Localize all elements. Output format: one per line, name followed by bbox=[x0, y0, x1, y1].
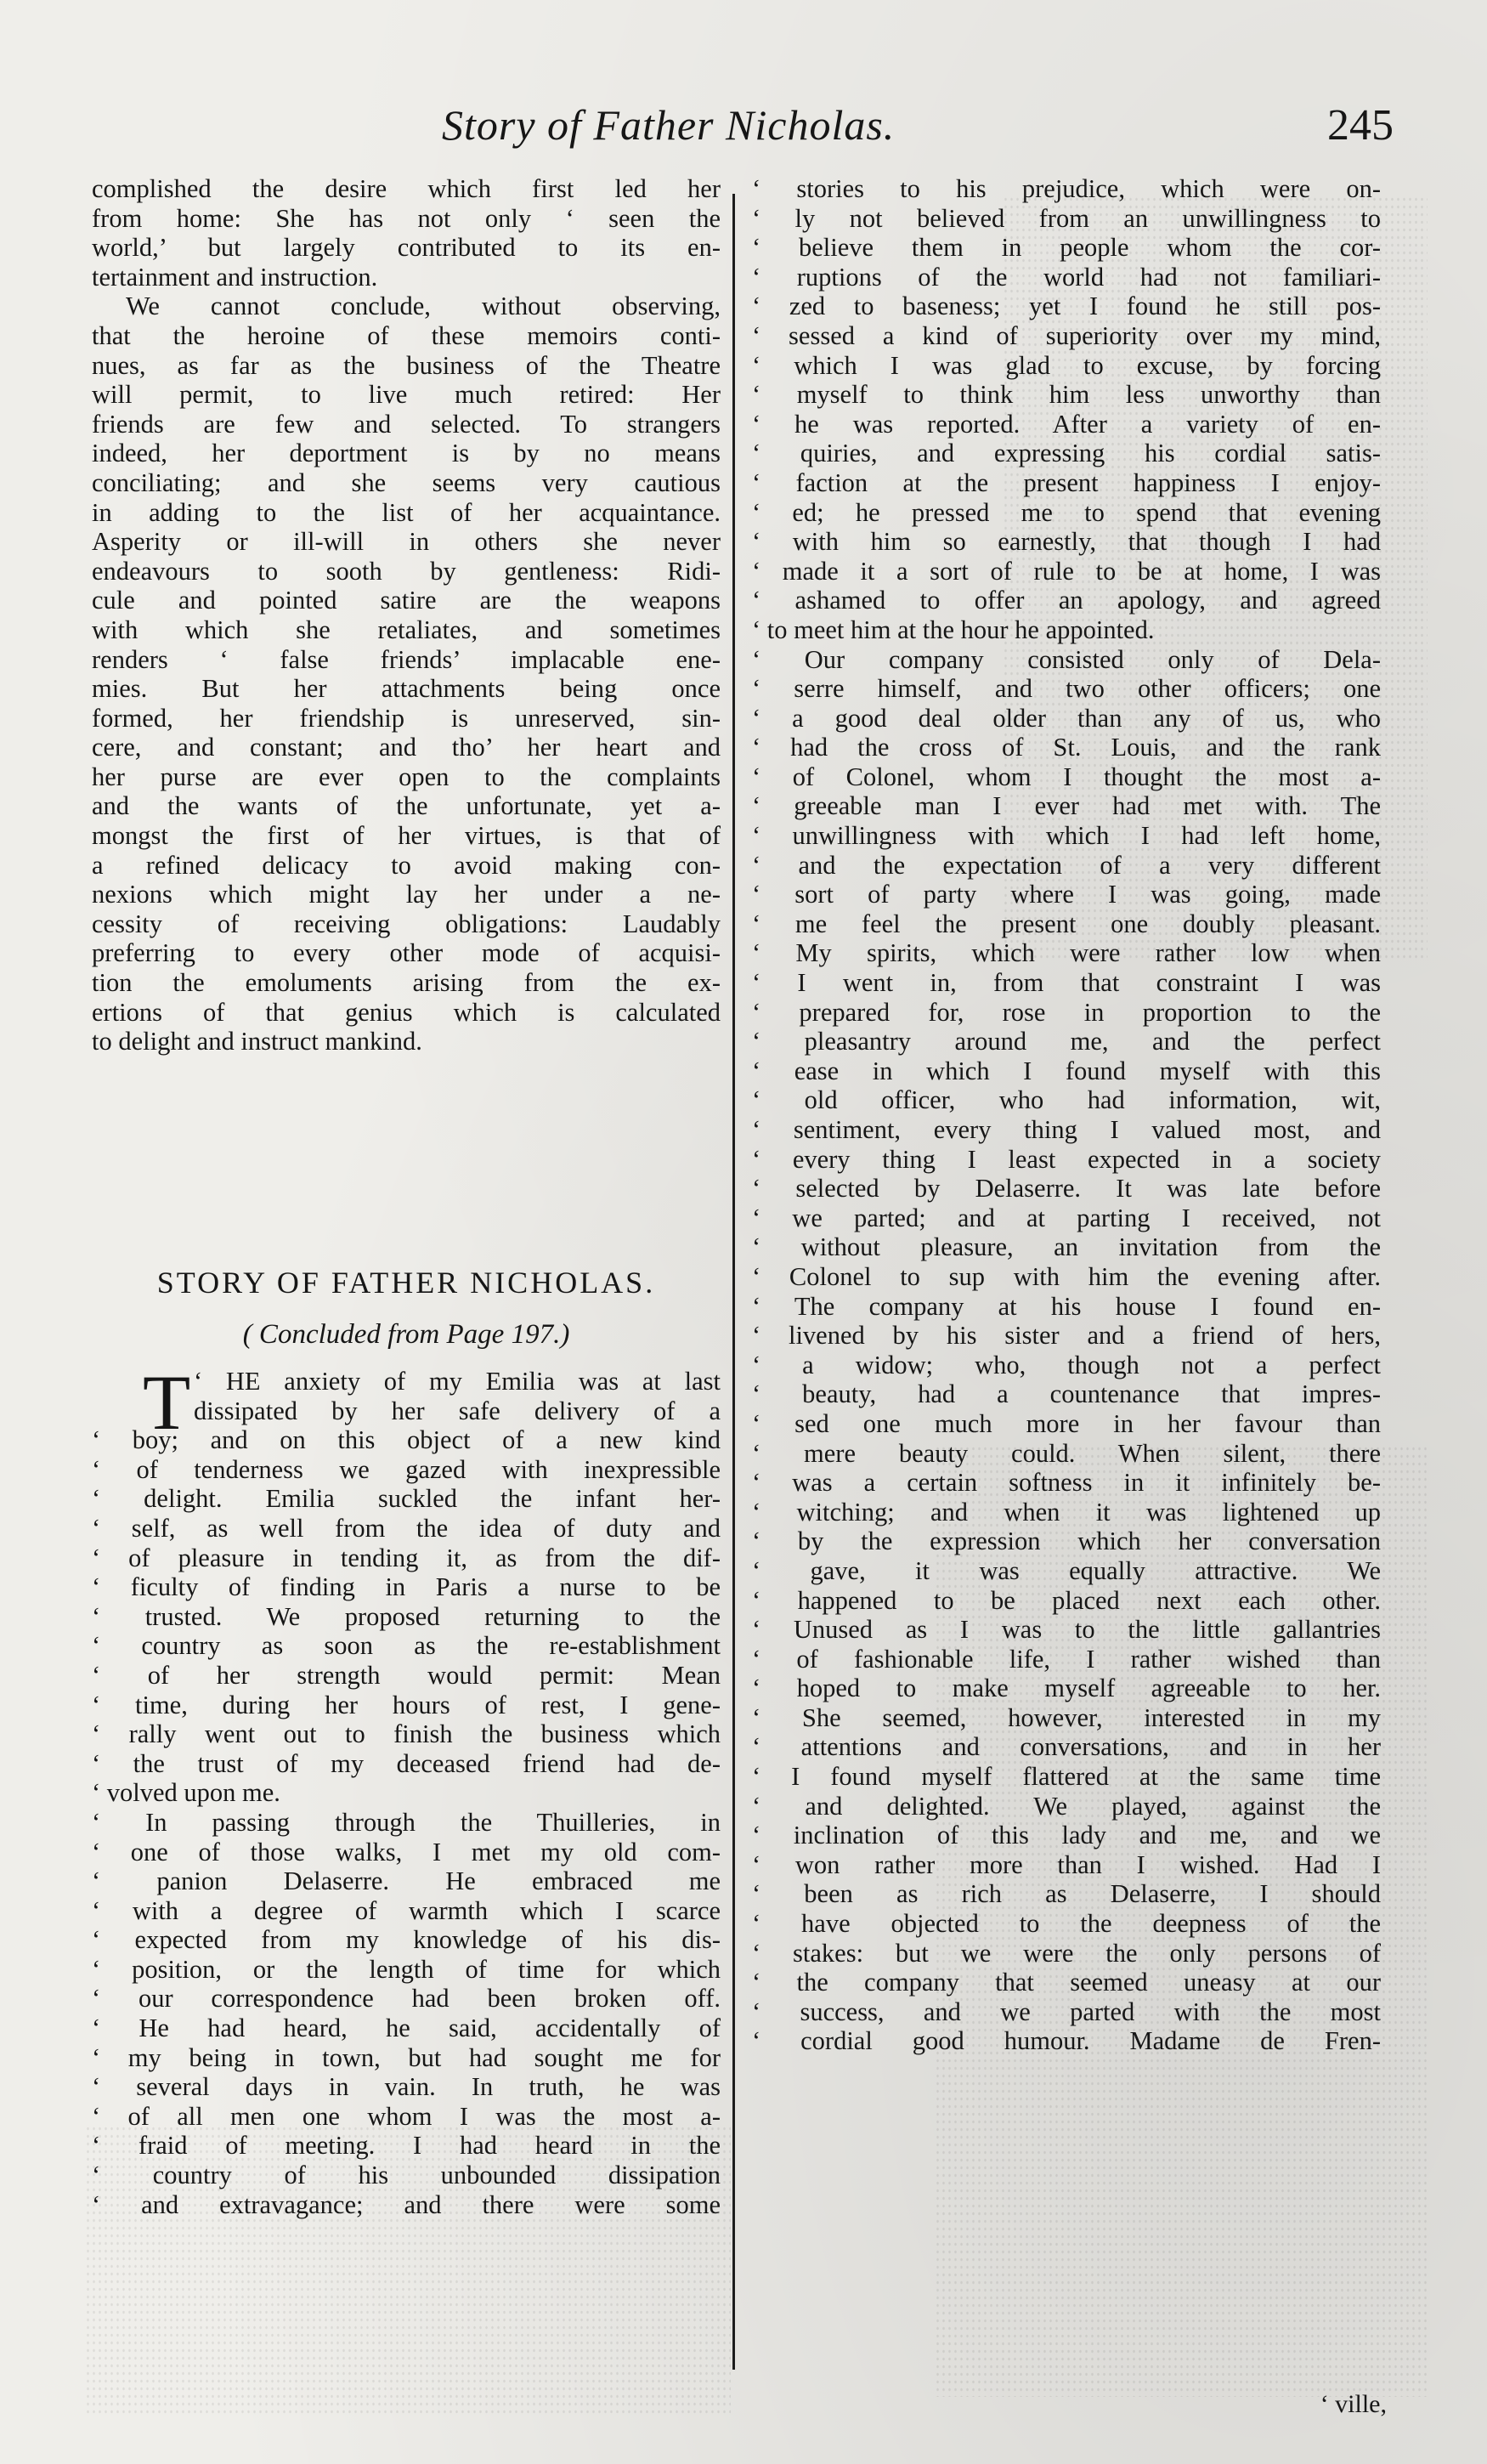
text-line: renders ‘ false friends’ implacable ene- bbox=[92, 644, 721, 674]
text-line: ‘ faction at the present happiness I enjoy- bbox=[752, 467, 1381, 497]
text-line: ‘ of all men one whom I was the most a- bbox=[92, 2101, 721, 2131]
text-line: ‘ and extravagance; and there were some bbox=[92, 2189, 721, 2219]
text-line: to delight and instruct mankind. bbox=[92, 1027, 422, 1056]
text-line: ‘ selected by Delaserre. It was late before bbox=[752, 1174, 1381, 1204]
text-line: ‘ ly not believed from an unwillingness to bbox=[752, 203, 1381, 233]
text-line: ‘ stakes: but we were the only persons of bbox=[752, 1938, 1381, 1968]
text-line: ‘ hoped to make myself agreeable to her. bbox=[752, 1674, 1381, 1703]
text-line: ‘ livened by his sister and a friend of hers, bbox=[752, 1321, 1381, 1351]
text-line: ‘ myself to think him less unworthy than bbox=[752, 380, 1381, 410]
running-title: Story of Father Nicholas. bbox=[442, 101, 896, 149]
text-line: ‘ of Colonel, whom I thought the most a- bbox=[752, 762, 1381, 791]
text-line: ‘ volved upon me. bbox=[92, 1778, 280, 1808]
text-line: ‘ time, during her hours of rest, I gene- bbox=[92, 1690, 721, 1719]
text-line: ‘ The company at his house I found en- bbox=[752, 1291, 1381, 1321]
text-line: ‘ had the cross of St. Louis, and the rank bbox=[752, 733, 1381, 762]
text-line: endeavours to sooth by gentleness: Ridi- bbox=[92, 556, 721, 586]
text-line: ‘ a good deal older than any of us, who bbox=[752, 703, 1381, 733]
text-line: ‘ ease in which I found myself with this bbox=[752, 1056, 1381, 1085]
text-line: mies. But her attachments being once bbox=[92, 674, 721, 704]
text-line: ‘ we parted; and at parting I received, not bbox=[752, 1203, 1381, 1232]
text-line: ertions of that genius which is calculated bbox=[92, 997, 721, 1027]
text-line: ‘ greeable man I ever had met with. The bbox=[752, 791, 1381, 821]
left-column-text bbox=[92, 174, 721, 1056]
text-line: ‘ prepared for, rose in proportion to the bbox=[752, 997, 1381, 1027]
text-line: ‘ In passing through the Thuilleries, in bbox=[92, 1807, 721, 1837]
text-line: ‘ of pleasure in tending it, as from the dif- bbox=[92, 1543, 721, 1572]
text-line: will permit, to live much retired: Her bbox=[92, 380, 721, 410]
story-text bbox=[92, 1359, 721, 2219]
text-line: ‘ was a certain softness in it infinitely be- bbox=[752, 1468, 1381, 1498]
right-column-text bbox=[752, 174, 1381, 2056]
text-line: complished the desire which first led her bbox=[92, 174, 721, 203]
text-line: ‘ of her strength would permit: Mean bbox=[92, 1660, 721, 1690]
story-subheading: ( Concluded from Page 197.) bbox=[242, 1319, 570, 1350]
text-line: ‘ by the expression which her conversation bbox=[752, 1527, 1381, 1556]
text-line: ‘ a widow; who, though not a perfect bbox=[752, 1350, 1381, 1379]
text-line: tion the emoluments arising from the ex- bbox=[92, 968, 721, 998]
text-line: ‘ and the expectation of a very different bbox=[752, 850, 1381, 880]
text-line: ‘ sessed a kind of superiority over my mind, bbox=[752, 320, 1381, 350]
text-line: tertainment and instruction. bbox=[92, 262, 378, 292]
text-line: ‘ to meet him at the hour he appointed. bbox=[752, 615, 1155, 644]
text-line: ‘ which I was glad to excuse, by forcing bbox=[752, 350, 1381, 380]
text-line: ‘ unwillingness with which I had left home, bbox=[752, 821, 1381, 851]
text-line: ‘ sort of party where I was going, made bbox=[752, 880, 1381, 909]
text-line: cere, and constant; and tho’ her heart and bbox=[92, 733, 721, 762]
text-line: ‘ old officer, who had information, wit, bbox=[752, 1085, 1381, 1115]
text-line: ‘ Colonel to sup with him the evening after. bbox=[752, 1261, 1381, 1291]
text-line: ‘ boy; and on this object of a new kind bbox=[92, 1425, 721, 1455]
text-line: in adding to the list of her acquaintance. bbox=[92, 497, 721, 527]
text-line: ‘ made it a sort of rule to be at home, I was bbox=[752, 556, 1381, 586]
text-line: ‘ sed one much more in her favour than bbox=[752, 1408, 1381, 1438]
text-line: ‘ happened to be placed next each other. bbox=[752, 1585, 1381, 1615]
text-line: ‘ ashamed to offer an apology, and agreed bbox=[752, 586, 1381, 615]
text-line: nues, as far as the business of the Theatre bbox=[92, 350, 721, 380]
text-line: ‘ trusted. We proposed returning to the bbox=[92, 1601, 721, 1631]
text-line: cessity of receiving obligations: Laudably bbox=[92, 909, 721, 938]
text-line: ‘ sentiment, every thing I valued most, and bbox=[752, 1115, 1381, 1144]
text-line: ‘ country of his unbounded dissipation bbox=[92, 2161, 721, 2190]
text-line: ‘ cordial good humour. Madame de Fren- bbox=[752, 2026, 1381, 2056]
text-line: ‘ of tenderness we gazed with inexpressible bbox=[92, 1454, 721, 1484]
text-line: ‘ one of those walks, I met my old com- bbox=[92, 1837, 721, 1866]
text-line: cule and pointed satire are the weapons bbox=[92, 586, 721, 615]
column-rule bbox=[732, 194, 735, 2370]
text-line: nexions which might lay her under a ne- bbox=[92, 880, 721, 909]
text-line: ‘ gave, it was equally attractive. We bbox=[752, 1555, 1381, 1585]
text-line: ‘ witching; and when it was lightened up bbox=[752, 1497, 1381, 1527]
text-line: ‘ our correspondence had been broken off. bbox=[92, 1984, 721, 2014]
text-line: ‘ inclination of this lady and me, and we bbox=[752, 1821, 1381, 1850]
text-line: ‘ mere beauty could. When silent, there bbox=[752, 1438, 1381, 1468]
text-line: ‘ with a degree of warmth which I scarce bbox=[92, 1895, 721, 1925]
text-line: ‘ ficulty of finding in Paris a nurse to be bbox=[92, 1572, 721, 1602]
text-line: ‘ and delighted. We played, against the bbox=[752, 1791, 1381, 1821]
text-line: preferring to every other mode of acquisi- bbox=[92, 938, 721, 968]
text-line: ‘ success, and we parted with the most bbox=[752, 1997, 1381, 2026]
text-line: ‘ every thing I least expected in a society bbox=[752, 1144, 1381, 1174]
text-line: ‘ with him so earnestly, that though I had bbox=[752, 527, 1381, 557]
text-line: from home: She has not only ‘ seen the bbox=[92, 203, 721, 233]
drop-cap: T bbox=[143, 1359, 191, 1446]
text-line: conciliating; and she seems very cautious bbox=[92, 467, 721, 497]
text-line: ‘ been as rich as Delaserre, I should bbox=[752, 1879, 1381, 1909]
text-line: ‘ stories to his prejudice, which were on- bbox=[752, 174, 1381, 203]
text-line: ‘ She seemed, however, interested in my bbox=[752, 1702, 1381, 1732]
text-line: ‘ expected from my knowledge of his dis- bbox=[92, 1925, 721, 1955]
text-line: ‘ ed; he pressed me to spend that evening bbox=[752, 497, 1381, 527]
text-line: ‘ beauty, had a countenance that impres- bbox=[752, 1379, 1381, 1409]
text-line: ‘ I found myself flattered at the same time bbox=[752, 1762, 1381, 1792]
text-line: with which she retaliates, and sometimes bbox=[92, 615, 721, 644]
running-head bbox=[442, 100, 1394, 151]
catchword: ‘ ville, bbox=[1320, 2390, 1387, 2418]
text-line: ‘ the company that seemed uneasy at our bbox=[752, 1968, 1381, 1997]
text-line: ‘ my being in town, but had sought me for bbox=[92, 2042, 721, 2072]
text-line: ‘ serre himself, and two other officers; one bbox=[752, 674, 1381, 704]
text-line: ‘ believe them in people whom the cor- bbox=[752, 233, 1381, 263]
text-line: a refined delicacy to avoid making con- bbox=[92, 850, 721, 880]
text-line: ‘ fraid of meeting. I had heard in the bbox=[92, 2131, 721, 2161]
text-line: ‘ me feel the present one doubly pleasant. bbox=[752, 909, 1381, 938]
text-line: ‘ won rather more than I wished. Had I bbox=[752, 1849, 1381, 1879]
text-line: ‘ attentions and conversations, and in her bbox=[752, 1732, 1381, 1762]
text-line: world,’ but largely contributed to its en- bbox=[92, 233, 721, 263]
text-line: ‘ Our company consisted only of Dela- bbox=[752, 644, 1381, 674]
text-line: ‘ have objected to the deepness of the bbox=[752, 1909, 1381, 1939]
text-line: ‘ panion Delaserre. He embraced me bbox=[92, 1866, 721, 1896]
text-line: ‘ delight. Emilia suckled the infant her- bbox=[92, 1484, 721, 1514]
text-line: ‘ HE anxiety of my Emilia was at last bbox=[194, 1367, 721, 1396]
text-line: ‘ he was reported. After a variety of en- bbox=[752, 409, 1381, 439]
text-line: ‘ He had heard, he said, accidentally of bbox=[92, 2014, 721, 2043]
story-heading: STORY OF FATHER NICHOLAS. bbox=[156, 1266, 656, 1300]
text-line: ‘ zed to baseness; yet I found he still pos- bbox=[752, 292, 1381, 321]
text-line: ‘ country as soon as the re-establishment bbox=[92, 1631, 721, 1661]
text-line: dissipated by her safe delivery of a bbox=[194, 1396, 721, 1425]
text-line: formed, her friendship is unreserved, sin- bbox=[92, 703, 721, 733]
text-line: We cannot conclude, without observing, bbox=[126, 292, 721, 321]
text-line: ‘ quiries, and expressing his cordial satis- bbox=[752, 439, 1381, 468]
text-line: ‘ I went in, from that constraint I was bbox=[752, 968, 1381, 998]
text-line: ‘ position, or the length of time for which bbox=[92, 1954, 721, 1984]
text-line: her purse are ever open to the complaints bbox=[92, 762, 721, 791]
text-line: ‘ self, as well from the idea of duty and bbox=[92, 1513, 721, 1543]
text-line: friends are few and selected. To strangers bbox=[92, 409, 721, 439]
text-line: that the heroine of these memoirs conti- bbox=[92, 320, 721, 350]
text-line: ‘ ruptions of the world had not familiari- bbox=[752, 262, 1381, 292]
text-line: ‘ of fashionable life, I rather wished than bbox=[752, 1644, 1381, 1674]
text-line: ‘ the trust of my deceased friend had de- bbox=[92, 1748, 721, 1778]
text-line: ‘ pleasantry around me, and the perfect bbox=[752, 1027, 1381, 1056]
text-line: ‘ several days in vain. In truth, he was bbox=[92, 2072, 721, 2102]
text-line: mongst the first of her virtues, is that of bbox=[92, 821, 721, 851]
page-number: 245 bbox=[1327, 101, 1394, 150]
text-line: and the wants of the unfortunate, yet a- bbox=[92, 791, 721, 821]
text-line: ‘ Unused as I was to the little gallantries bbox=[752, 1615, 1381, 1645]
text-line: indeed, her deportment is by no means bbox=[92, 439, 721, 468]
text-line: Asperity or ill-will in others she never bbox=[92, 527, 721, 557]
text-line: ‘ without pleasure, an invitation from the bbox=[752, 1232, 1381, 1262]
text-line: ‘ My spirits, which were rather low when bbox=[752, 938, 1381, 968]
text-line: ‘ rally went out to finish the business which bbox=[92, 1719, 721, 1749]
